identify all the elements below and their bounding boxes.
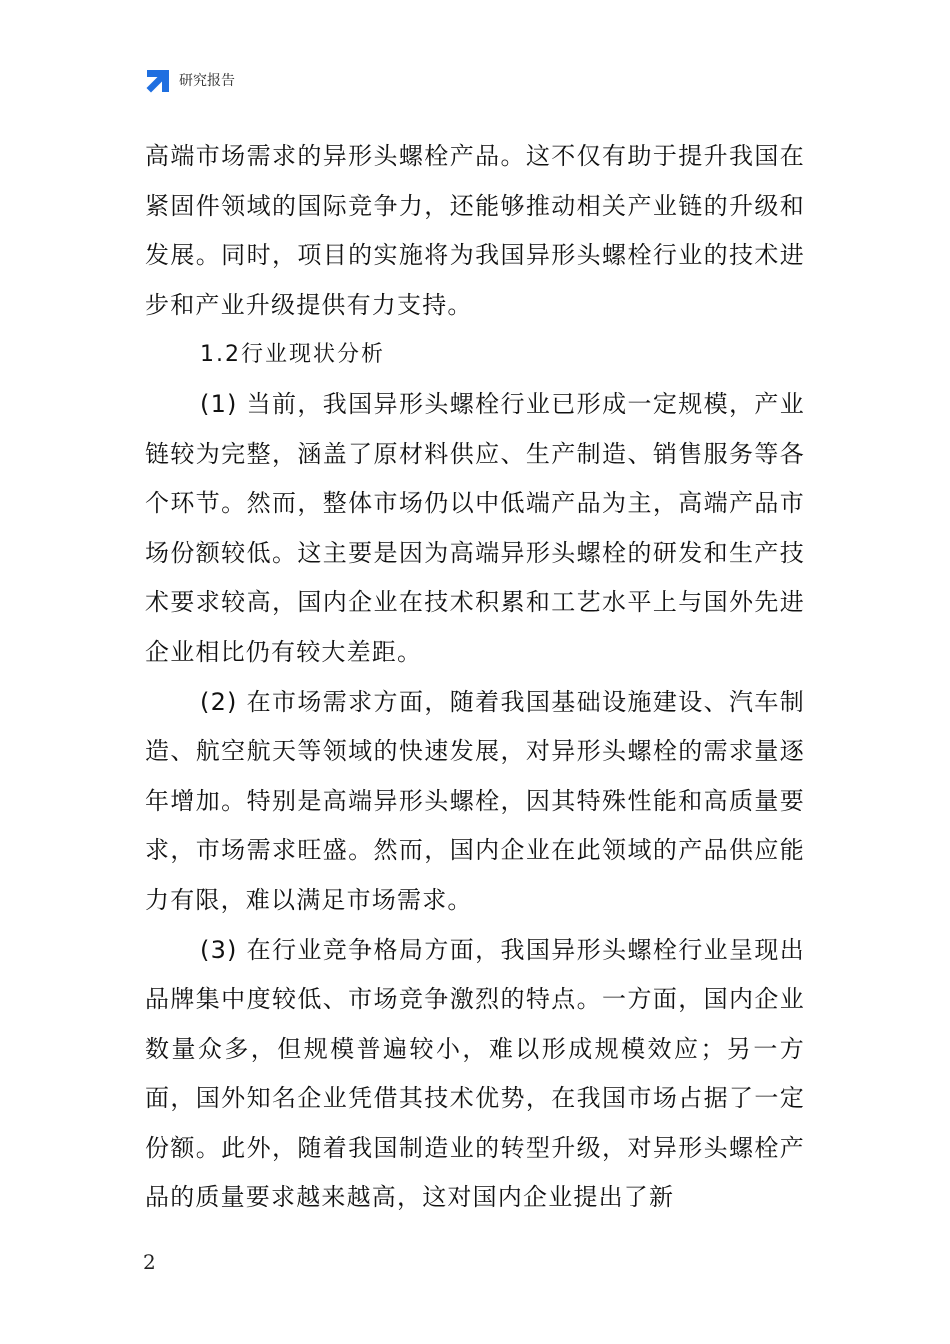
page-number: 2 [143, 1250, 156, 1274]
document-body [145, 132, 805, 1223]
arrow-up-right-icon [145, 68, 171, 94]
paragraph-item-3: (3) 在行业竞争格局方面，我国异形头螺栓行业呈现出品牌集中度较低、市场竞争激烈的特点。一方面，国内企业数量众多，但规模普遍较小，难以形成规模效应；另一方面，国外知名企业凭借其技术优势，在我国市场占据了一定份额。此外，随着我国制造业的转型升级，对异形头螺栓产品的质量要求越来越高，这对国内企业提出了新 [145, 935, 805, 1212]
header-title: 研究报告 [179, 73, 235, 89]
page-header [145, 66, 235, 96]
paragraph-item-2: (2) 在市场需求方面，随着我国基础设施建设、汽车制造、航空航天等领域的快速发展，对异形头螺栓的需求量逐年增加。特别是高端异形头螺栓，因其特殊性能和高质量要求，市场需求旺盛。然而，国内企业在此领域的产品供应能力有限，难以满足市场需求。 [145, 687, 805, 914]
paragraph-continuation: 高端市场需求的异形头螺栓产品。这不仅有助于提升我国在紧固件领域的国际竞争力，还能够推动相关产业链的升级和发展。同时，项目的实施将为我国异形头螺栓行业的技术进步和产业升级提供有力支持。 [145, 142, 805, 319]
section-heading: 1.2行业现状分析 [200, 342, 385, 368]
paragraph-item-1: (1) 当前，我国异形头螺栓行业已形成一定规模，产业链较为完整，涵盖了原材料供应、生产制造、销售服务等各个环节。然而，整体市场仍以中低端产品为主，高端产品市场份额较低。这主要是因为高端异形头螺栓的研发和生产技术要求较高，国内企业在技术积累和工艺水平上与国外先进企业相比仍有较大差距。 [145, 389, 805, 666]
